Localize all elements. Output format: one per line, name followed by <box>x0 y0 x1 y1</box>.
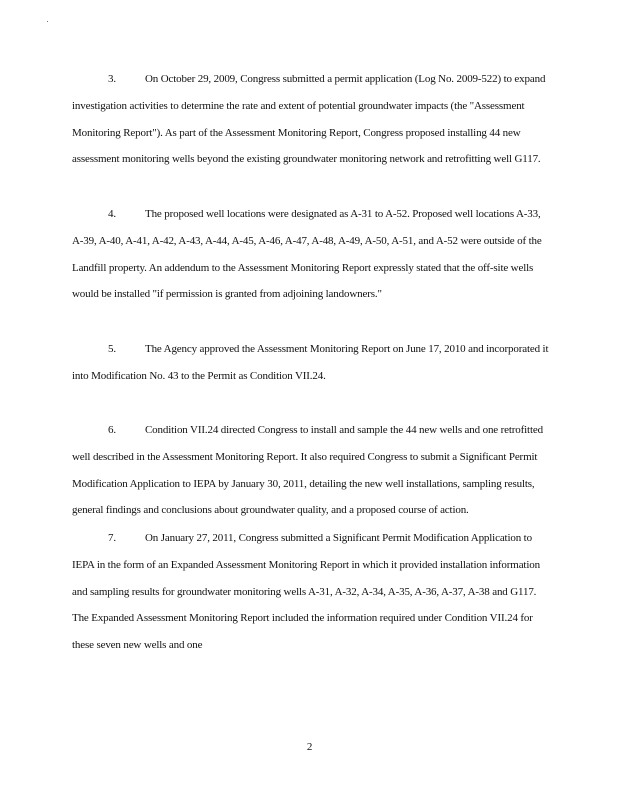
scan-speck <box>47 21 48 22</box>
paragraph-number: 3. <box>108 73 116 85</box>
paragraph-4 <box>72 201 550 308</box>
paragraph-7 <box>72 525 550 659</box>
paragraph-text: The proposed well locations were designated as A-31 to A-52. Proposed well locations A-33, A-39, A-40, A-41, A-42, A-43, A-44, A-45, A-46, A-47, A-48, A-49, A-50, A-51, and A-52 were outside of the Landfill property. An addendum to the Assessment Monitoring Report expressly stated that the off-site wells would be installed "if permission is granted from adjoining landowners." <box>72 208 542 301</box>
paragraph-6 <box>72 417 550 524</box>
paragraph-text: Condition VII.24 directed Congress to install and sample the 44 new wells and one retrofitted well described in the Assessment Monitoring Report. It also required Congress to submit a Significant Permit Modification Application to IEPA by January 30, 2011, detailing the new well installations, sampling results, general findings and conclusions about groundwater quality, and a proposed course of action. <box>72 424 543 517</box>
paragraph-5 <box>72 336 550 390</box>
page-number: 2 <box>306 741 313 753</box>
paragraph-number: 7. <box>108 532 116 544</box>
paragraph-text: The Agency approved the Assessment Monitoring Report on June 17, 2010 and incorporated it into Modification No. 43 to the Permit as Condition VII.24. <box>72 343 549 382</box>
paragraph-number: 4. <box>108 208 116 220</box>
paragraph-number: 6. <box>108 424 116 436</box>
paragraph-3 <box>72 66 550 173</box>
paragraph-text: On January 27, 2011, Congress submitted a Significant Permit Modification Application to IEPA in the form of an Expanded Assessment Monitoring Report in which it provided installation information and sampling results for groundwater monitoring wells A-31, A-32, A-34, A-35, A-36, A-37, A-38 and G117. The Expanded Assessment Monitoring Report included the information required under Condition VII.24 for these seven new wells and one <box>72 532 540 652</box>
paragraph-text: On October 29, 2009, Congress submitted a permit application (Log No. 2009-522) to expand investigation activities to determine the rate and extent of potential groundwater impacts (the "Assessment Monitoring Report"). As part of the Assessment Monitoring Report, Congress proposed installing 44 new assessment monitoring wells beyond the existing groundwater monitoring network and retrofitting well G117. <box>72 73 546 166</box>
paragraph-number: 5. <box>108 343 116 355</box>
